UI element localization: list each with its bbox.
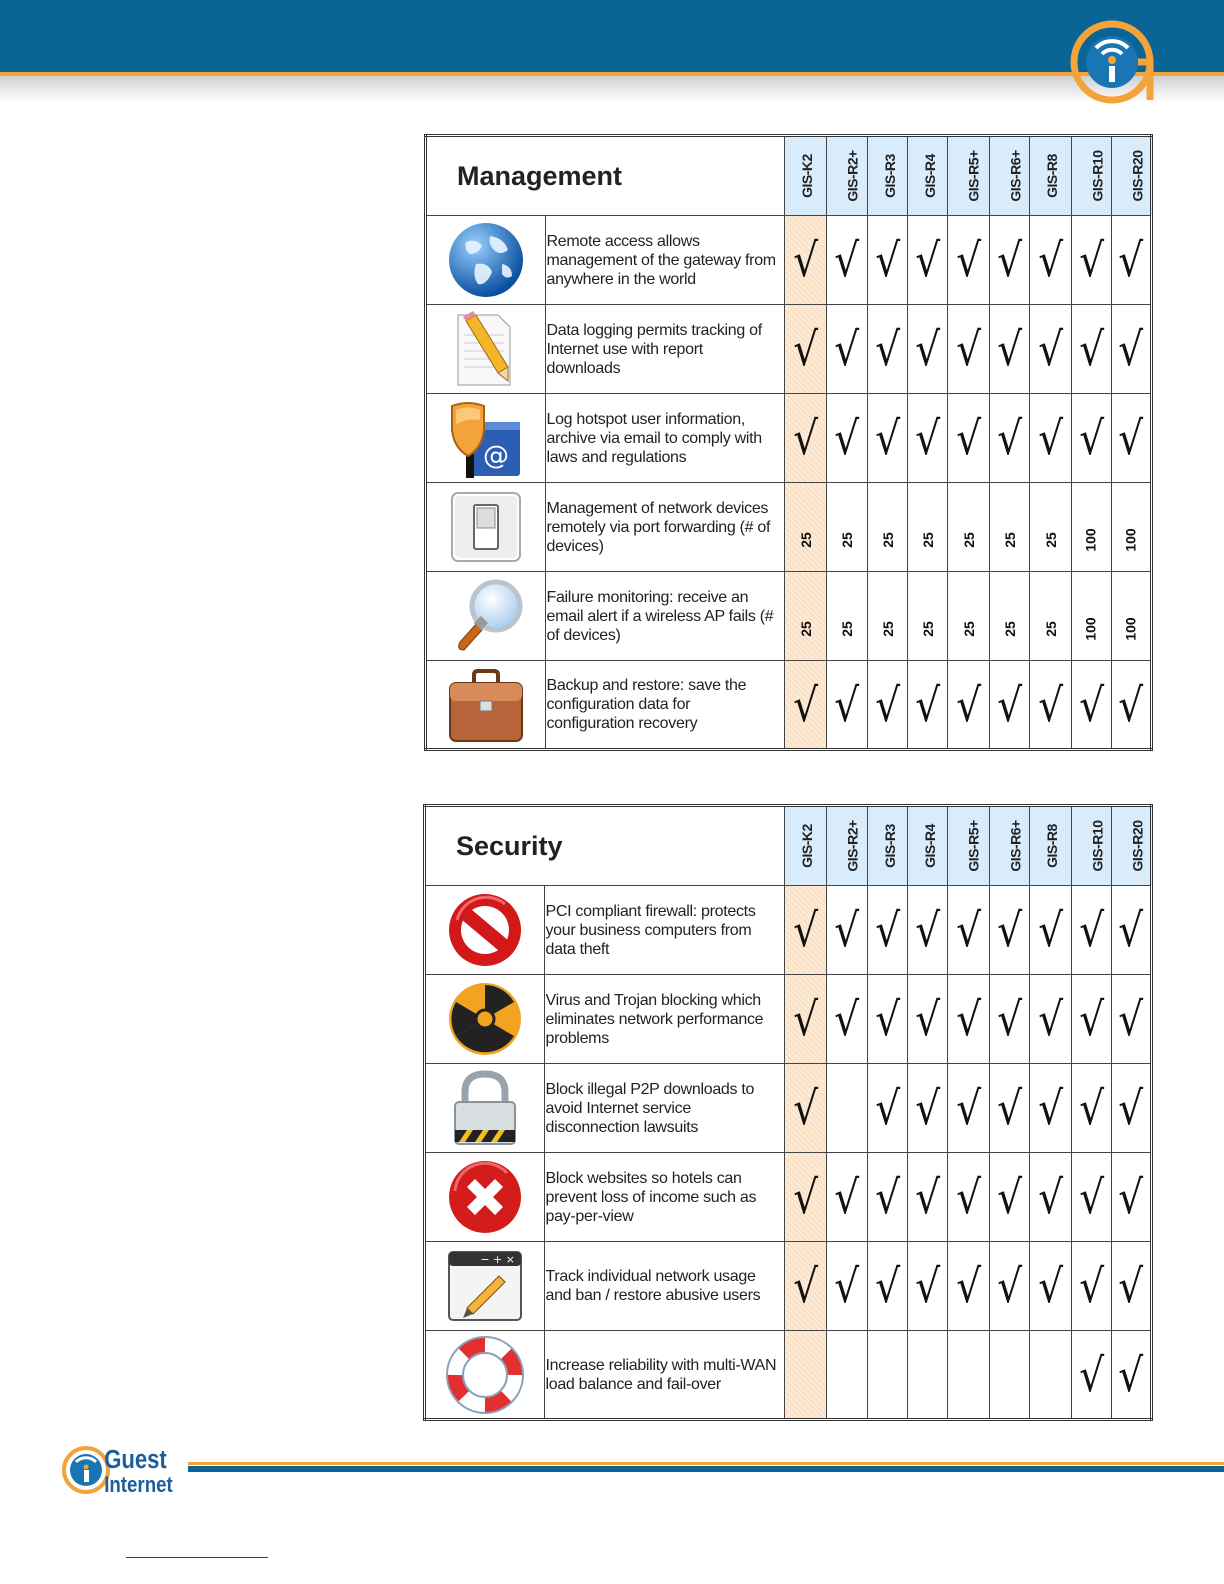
feature-value: √ [1118, 1259, 1144, 1313]
feature-value: 25 [797, 532, 814, 548]
feature-description: Backup and restore: save the configuration data for configuration recovery [546, 661, 785, 750]
feature-value: √ [956, 1081, 982, 1135]
feature-value: √ [956, 233, 982, 287]
feature-value: √ [1038, 992, 1063, 1046]
feature-value: √ [1038, 1081, 1063, 1135]
feature-value: √ [1038, 411, 1063, 465]
header-shadow [0, 76, 1224, 102]
table-row [425, 1153, 1152, 1242]
padlock-icon [445, 1068, 525, 1148]
switch-icon [446, 487, 526, 567]
feature-description: PCI compliant firewall: protects your business computers from data theft [545, 886, 785, 975]
feature-value: √ [834, 903, 860, 957]
feature-value: √ [915, 1081, 940, 1135]
feature-value: √ [915, 903, 940, 957]
footer-logo-word2: Internet [104, 1473, 173, 1498]
feature-value: √ [956, 1170, 982, 1224]
table-row [426, 572, 1152, 661]
feature-value: 25 [797, 621, 814, 637]
table-row [426, 216, 1152, 305]
feature-value: 25 [1001, 532, 1018, 548]
feature-value: √ [1038, 233, 1063, 287]
model-header: GIS-R6+ [1007, 820, 1024, 872]
model-header: GIS-R2+ [844, 150, 861, 202]
feature-description: Management of network devices remotely via port forwarding (# of devices) [546, 483, 785, 572]
feature-value: √ [1118, 903, 1144, 957]
model-header: GIS-R3 [881, 154, 898, 198]
feature-description: Block illegal P2P downloads to avoid Internet service disconnection lawsuits [545, 1064, 785, 1153]
feature-value: 25 [1042, 621, 1059, 637]
feature-value: √ [997, 1259, 1023, 1313]
feature-value: 100 [1083, 528, 1100, 552]
feature-value: 25 [879, 621, 896, 637]
feature-value: √ [1038, 1259, 1063, 1313]
lifebuoy-icon [445, 1335, 525, 1415]
feature-value: √ [1078, 992, 1104, 1046]
feature-value: √ [874, 322, 900, 376]
feature-value: √ [834, 322, 860, 376]
feature-value: √ [997, 322, 1023, 376]
feature-value: √ [793, 1081, 819, 1135]
feature-value: √ [793, 411, 819, 465]
feature-value: 25 [879, 532, 896, 548]
feature-value: √ [793, 677, 819, 732]
feature-value: √ [1078, 411, 1104, 465]
briefcase-icon [446, 665, 526, 745]
feature-value: √ [956, 1259, 982, 1313]
feature-value: √ [1078, 903, 1104, 957]
radiation-icon [445, 979, 525, 1059]
feature-value: √ [793, 903, 819, 957]
feature-value: √ [874, 233, 900, 287]
guest-internet-logo-icon [1070, 18, 1160, 108]
model-header: GIS-R2+ [844, 820, 861, 872]
feature-value: 25 [838, 532, 855, 548]
feature-value: √ [834, 1259, 860, 1313]
table-row [425, 1064, 1152, 1153]
feature-value: √ [1078, 1347, 1104, 1402]
model-header: GIS-K2 [799, 154, 816, 198]
feature-value: √ [1038, 1170, 1063, 1224]
feature-value: √ [834, 1170, 860, 1224]
feature-value: √ [1078, 1081, 1104, 1135]
feature-description: Virus and Trojan blocking which eliminates network performance problems [545, 975, 785, 1064]
feature-value: 100 [1122, 617, 1139, 641]
model-header: GIS-R5+ [965, 820, 982, 872]
feature-value: √ [1038, 322, 1063, 376]
feature-value: √ [874, 411, 900, 465]
footer-logo [60, 1438, 180, 1502]
feature-value: √ [834, 233, 860, 287]
feature-value: 25 [960, 532, 977, 548]
feature-value: √ [874, 677, 900, 732]
feature-value: √ [1118, 233, 1144, 287]
model-header: GIS-R5+ [965, 150, 982, 202]
security-table [423, 804, 1153, 1421]
security-title: Security [425, 806, 785, 886]
feature-value: 25 [919, 532, 936, 548]
feature-value: √ [997, 1081, 1023, 1135]
model-header: GIS-R8 [1044, 154, 1061, 198]
feature-value: √ [956, 322, 982, 376]
feature-value: √ [915, 411, 940, 465]
table-row [425, 1242, 1152, 1331]
feature-value: √ [915, 322, 940, 376]
edit-window-icon [445, 1246, 525, 1326]
feature-value: √ [956, 677, 982, 732]
feature-value: √ [997, 1170, 1023, 1224]
model-header: GIS-R20 [1129, 150, 1146, 202]
feature-value: 25 [960, 621, 977, 637]
model-header: GIS-R3 [881, 824, 898, 868]
feature-description: Data logging permits tracking of Internet use with report downloads [546, 305, 785, 394]
footer-rule [126, 1557, 268, 1558]
feature-description: Failure monitoring: receive an email alert if a wireless AP fails (# of devices) [546, 572, 785, 661]
feature-value: √ [834, 677, 860, 732]
feature-value: √ [793, 1170, 819, 1224]
feature-value: √ [1078, 1170, 1104, 1224]
globe-icon [446, 220, 526, 300]
feature-value: √ [793, 322, 819, 376]
feature-value: √ [793, 233, 819, 287]
feature-value: 25 [919, 621, 936, 637]
feature-value: √ [997, 992, 1023, 1046]
feature-value: √ [793, 992, 819, 1046]
feature-value: 25 [1042, 532, 1059, 548]
feature-description: Block websites so hotels can prevent loss of income such as pay-per-view [545, 1153, 785, 1242]
feature-value: √ [874, 1081, 900, 1135]
feature-value: √ [997, 903, 1023, 957]
svg-text:− + ×: − + × [480, 1253, 516, 1266]
model-header: GIS-R20 [1129, 820, 1146, 872]
feature-value: √ [874, 992, 900, 1046]
footer-logo-word1: Guest [104, 1445, 167, 1475]
feature-description: Log hotspot user information, archive via email to comply with laws and regulations [546, 394, 785, 483]
model-header: GIS-R10 [1089, 820, 1106, 872]
feature-value: √ [1038, 903, 1063, 957]
feature-value: √ [956, 992, 982, 1046]
feature-description: Remote access allows management of the gateway from anywhere in the world [546, 216, 785, 305]
footer-line [188, 1466, 1224, 1472]
feature-value: √ [915, 677, 940, 732]
feature-value: √ [997, 411, 1023, 465]
feature-value: √ [915, 1170, 940, 1224]
feature-description: Track individual network usage and ban / restore abusive users [545, 1242, 785, 1331]
table-row [425, 1331, 1152, 1420]
feature-value: √ [956, 411, 982, 465]
feature-value: 100 [1083, 617, 1100, 641]
feature-value: √ [1078, 1259, 1104, 1313]
error-x-icon [445, 1157, 525, 1237]
model-header: GIS-R4 [921, 154, 938, 198]
model-header: GIS-K2 [799, 824, 816, 868]
feature-value: √ [1078, 233, 1104, 287]
management-table [424, 134, 1153, 751]
feature-value: √ [834, 992, 860, 1046]
feature-value: √ [834, 411, 860, 465]
feature-value: √ [956, 903, 982, 957]
model-header: GIS-R10 [1089, 150, 1106, 202]
feature-value: √ [1118, 1081, 1144, 1135]
table-row [426, 483, 1152, 572]
model-header: GIS-R8 [1044, 824, 1061, 868]
feature-value: 25 [838, 621, 855, 637]
feature-value: √ [1118, 1170, 1144, 1224]
svg-text:@: @ [483, 441, 510, 471]
pencil-document-icon [446, 309, 526, 389]
model-header: GIS-R4 [921, 824, 938, 868]
feature-value: √ [1038, 677, 1063, 732]
footer-accent-line [188, 1462, 1224, 1465]
feature-value: √ [1118, 411, 1144, 465]
feature-description: Increase reliability with multi-WAN load balance and fail-over [545, 1331, 785, 1420]
feature-value: √ [997, 677, 1023, 732]
shield-email-icon [446, 398, 526, 478]
feature-value: √ [1118, 1347, 1144, 1402]
feature-value: √ [915, 992, 940, 1046]
feature-value: √ [793, 1259, 819, 1313]
feature-value: 25 [1001, 621, 1018, 637]
table-row [426, 394, 1152, 483]
feature-value: √ [997, 233, 1023, 287]
feature-value: √ [915, 233, 940, 287]
model-header: GIS-R6+ [1007, 150, 1024, 202]
table-row [425, 886, 1152, 975]
feature-value: √ [874, 903, 900, 957]
feature-value: √ [874, 1259, 900, 1313]
prohibited-icon [445, 890, 525, 970]
table-row [426, 305, 1152, 394]
feature-value: √ [1078, 322, 1104, 376]
management-title: Management [426, 136, 785, 216]
header-bar [0, 0, 1224, 72]
feature-value: √ [1118, 322, 1144, 376]
feature-value: √ [1118, 677, 1144, 732]
feature-value: 100 [1122, 528, 1139, 552]
feature-value: √ [915, 1259, 940, 1313]
table-row [426, 661, 1152, 750]
feature-value: √ [874, 1170, 900, 1224]
table-row [425, 975, 1152, 1064]
feature-value: √ [1118, 992, 1144, 1046]
feature-value: √ [1078, 677, 1104, 732]
magnifier-icon [446, 576, 526, 656]
